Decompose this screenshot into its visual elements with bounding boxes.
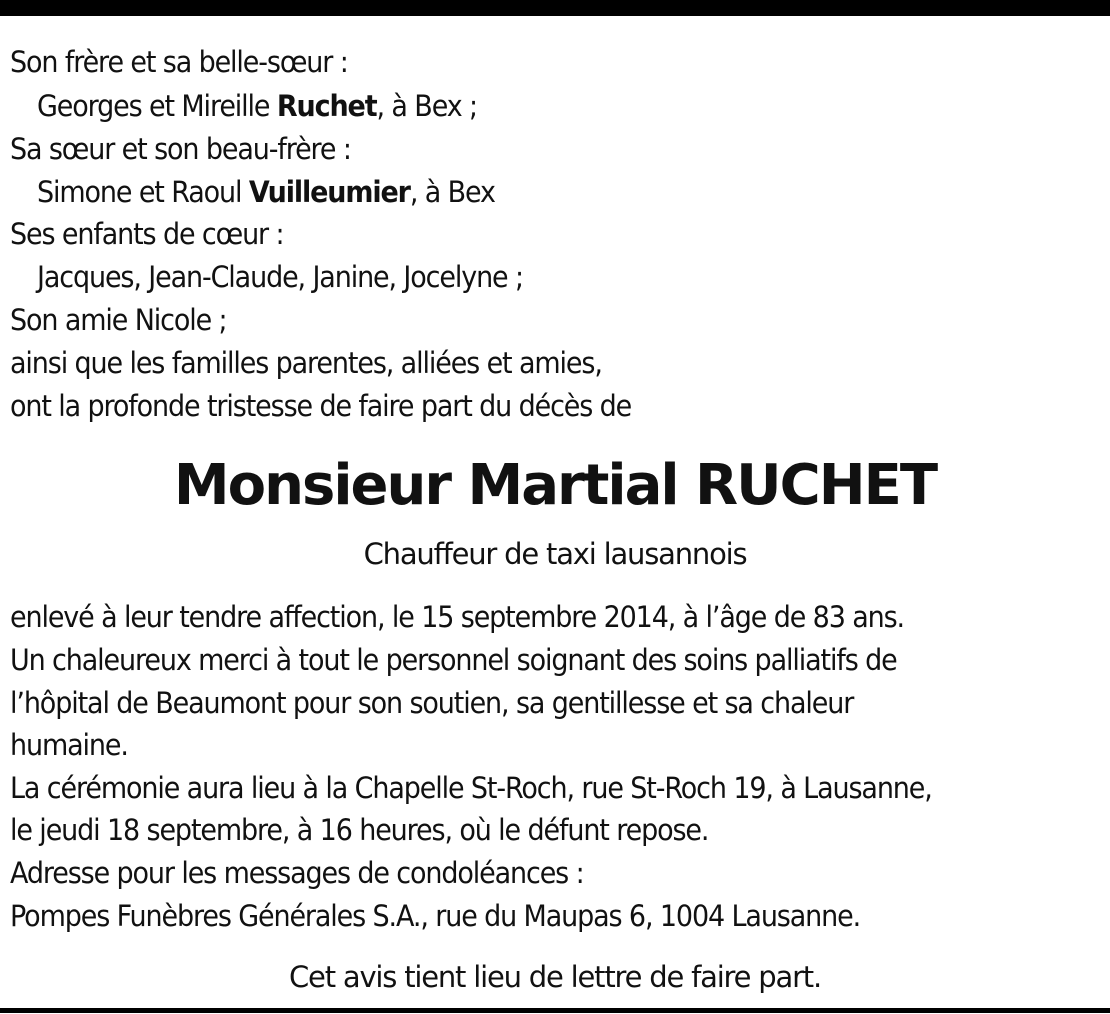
- top-rule: [0, 0, 1110, 16]
- children-heading: Ses enfants de cœur :: [10, 217, 284, 251]
- brother-names-pre: Georges et Mireille: [37, 89, 277, 123]
- sister-heading: Sa sœur et son beau-frère :: [10, 132, 351, 166]
- sister-names-post: , à Bex: [409, 175, 495, 209]
- brother-surname: Ruchet: [276, 89, 377, 123]
- friend-line: Son amie Nicole ;: [10, 303, 227, 337]
- deceased-occupation: Chauffeur de taxi lausannois: [363, 537, 747, 571]
- footer-note: Cet avis tient lieu de lettre de faire part.: [289, 960, 821, 994]
- children-names: Jacques, Jean-Claude, Janine, Jocelyne ;: [37, 260, 523, 294]
- deceased-name: Monsieur Martial RUCHET: [173, 453, 937, 518]
- brother-names: [37, 89, 477, 123]
- sister-names: [37, 175, 495, 209]
- body-line-5: La cérémonie aura lieu à la Chapelle St-Roch, rue St-Roch 19, à Lausanne,: [10, 771, 932, 805]
- sister-surname: Vuilleumier: [248, 175, 410, 209]
- brother-heading: Son frère et sa belle-sœur :: [10, 45, 348, 79]
- body-line-2: Un chaleureux merci à tout le personnel soignant des soins palliatifs de: [10, 643, 897, 677]
- body-line-4: humaine.: [10, 728, 128, 762]
- sister-names-pre: Simone et Raoul: [37, 175, 249, 209]
- families-line: ainsi que les familles parentes, alliées et amies,: [10, 346, 602, 380]
- bottom-rule: [0, 1008, 1110, 1013]
- body-line-1: enlevé à leur tendre affection, le 15 septembre 2014, à l’âge de 83 ans.: [10, 600, 905, 634]
- announce-line: ont la profonde tristesse de faire part du décès de: [10, 389, 632, 423]
- body-line-8: Pompes Funèbres Générales S.A., rue du Maupas 6, 1004 Lausanne.: [10, 899, 861, 933]
- brother-names-post: , à Bex ;: [376, 89, 477, 123]
- body-line-6: le jeudi 18 septembre, à 16 heures, où le défunt repose.: [10, 813, 709, 847]
- body-line-3: l’hôpital de Beaumont pour son soutien, sa gentillesse et sa chaleur: [10, 686, 854, 720]
- body-line-7: Adresse pour les messages de condoléances :: [10, 856, 584, 890]
